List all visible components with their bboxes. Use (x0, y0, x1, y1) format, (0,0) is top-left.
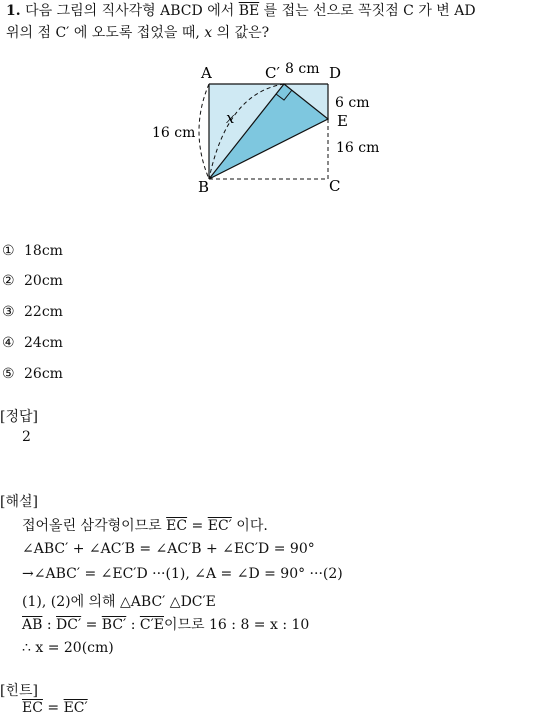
length-16cm-right: 16 cm (336, 140, 380, 156)
answer-header: [정답] (0, 409, 38, 425)
expl-colon: : (42, 617, 57, 633)
hint-eq: = (42, 700, 64, 716)
label-c: C (329, 177, 341, 195)
segment-ec: $\overline{EC}$ (22, 700, 43, 716)
length-8cm: 8 cm (285, 61, 320, 77)
question-line-2 (6, 22, 269, 42)
question-number: 1. (6, 3, 21, 19)
segment-ab: $\overline{AB}$ (22, 617, 43, 633)
expl-eq: = (187, 518, 208, 534)
choice-text: 24cm (24, 335, 63, 351)
explanation-line-1 (22, 515, 268, 535)
choice-mark: ② (2, 273, 15, 289)
length-6cm: 6 cm (335, 95, 370, 111)
length-16cm-left: 16 cm (152, 125, 196, 141)
choice-text: 26cm (24, 366, 63, 382)
choice-mark: ① (2, 243, 15, 259)
question-text-2b: 의 값은? (212, 25, 270, 41)
label-d: D (329, 64, 342, 82)
choice-1[interactable] (2, 243, 63, 259)
choice-4[interactable] (2, 335, 63, 351)
explanation-line-4: (1), (2)에 의해 △ABC′ △DC′E (22, 594, 216, 610)
segment-dc-prime: DC′ (56, 617, 82, 633)
choice-2[interactable] (2, 273, 63, 289)
label-c-prime: C′ (265, 64, 280, 82)
segment-ec-prime: EC′ (63, 700, 88, 716)
explanation-line-6: ∴ x = 20(cm) (22, 640, 114, 656)
choice-5[interactable] (2, 366, 63, 382)
hint-line (22, 700, 88, 716)
choice-text: 22cm (24, 304, 63, 320)
question-text-1b: 를 접는 선으로 꼭짓점 C 가 변 AD (259, 3, 476, 19)
label-b: B (198, 178, 210, 196)
expl-text: 접어올린 삼각형이므로 (22, 518, 167, 534)
expl-text: 이다. (231, 518, 268, 534)
expl-colon: : (126, 617, 140, 633)
segment-ec-prime: EC′ (207, 518, 232, 534)
variable-x: x (204, 25, 213, 41)
explanation-line-3: →∠ABC′ = ∠EC′D ···(1), ∠A = ∠D = 90° ···(2) (22, 566, 343, 582)
choice-mark: ③ (2, 304, 15, 320)
explanation-header: [해설] (0, 494, 38, 510)
explanation-line-2: ∠ABC′ + ∠AC′B = ∠AC′B + ∠EC′D = 90° (22, 541, 315, 557)
folded-rectangle-figure (145, 57, 390, 202)
explanation-line-5 (22, 614, 309, 634)
choice-text: 20cm (24, 273, 63, 289)
choice-mark: ⑤ (2, 366, 15, 382)
choice-text: 18cm (24, 243, 63, 259)
choice-3[interactable] (2, 304, 63, 320)
hint-header: [힌트] (0, 683, 38, 699)
answer-value: 2 (22, 429, 31, 445)
question-line-1 (6, 0, 476, 20)
label-x: x (226, 109, 235, 127)
expl-text: 이므로 16 : 8 = x : 10 (164, 617, 310, 633)
label-a: A (201, 64, 212, 82)
expl-eq: = (81, 617, 102, 633)
segment-bc-prime: BC′ (101, 617, 127, 633)
question-text-2a: 위의 점 C′ 에 오도록 접었을 때, (6, 25, 205, 41)
dashed-arc-left (199, 84, 209, 179)
segment-c-prime-e: C′E (139, 617, 164, 633)
segment-be: $\overline{BE}$ (238, 3, 260, 19)
label-e: E (337, 112, 348, 130)
choice-mark: ④ (2, 335, 15, 351)
segment-ec: $\overline{EC}$ (166, 518, 188, 534)
question-text-1a: 다음 그림의 직사각형 ABCD 에서 (25, 3, 239, 19)
